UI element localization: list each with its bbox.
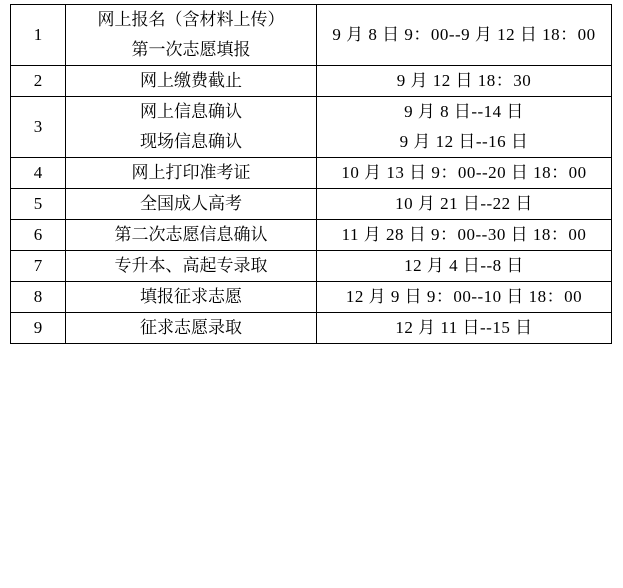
row-item-cell: [66, 313, 317, 344]
row-item-line: 全国成人高考: [140, 194, 242, 213]
row-index-cell: [11, 251, 66, 282]
row-item-cell: [66, 251, 317, 282]
schedule-table: [10, 4, 612, 344]
row-item-line: 网上信息确认: [140, 102, 242, 121]
row-item-cell: [66, 220, 317, 251]
row-item-cell: [66, 97, 317, 158]
row-item-cell: [66, 189, 317, 220]
table-row: [11, 251, 612, 282]
row-index-text: 7: [33, 256, 43, 275]
row-time-cell: [317, 313, 612, 344]
row-index-text: 9: [33, 318, 43, 337]
row-time-cell: [317, 66, 612, 97]
row-time-cell: [317, 282, 612, 313]
row-index-text: 2: [33, 71, 43, 90]
row-time-line: 9 月 8 日--14 日: [404, 102, 524, 121]
row-index-cell: [11, 313, 66, 344]
row-item-line: 网上打印准考证: [131, 163, 251, 182]
row-index-text: 1: [33, 25, 43, 44]
table-row: [11, 5, 612, 66]
row-time-line: 10 月 21 日--22 日: [395, 194, 533, 213]
row-index-cell: [11, 66, 66, 97]
row-index-text: 6: [33, 225, 43, 244]
row-item-line: 征求志愿录取: [140, 318, 242, 337]
row-time-cell: [317, 251, 612, 282]
row-index-text: 5: [33, 194, 43, 213]
row-item-cell: [66, 66, 317, 97]
row-time-line: 9 月 12 日 18：30: [396, 71, 532, 90]
row-time-line: 9 月 8 日 9：00--9 月 12 日 18：00: [332, 25, 596, 44]
row-time-line: 9 月 12 日--16 日: [399, 132, 529, 151]
row-item-line: 填报征求志愿: [140, 287, 242, 306]
row-item-line: 第一次志愿填报: [131, 40, 251, 59]
table-row: [11, 66, 612, 97]
table-row: [11, 313, 612, 344]
row-index-cell: [11, 5, 66, 66]
row-time-cell: [317, 158, 612, 189]
table-row: [11, 158, 612, 189]
row-index-cell: [11, 220, 66, 251]
row-item-cell: [66, 158, 317, 189]
row-time-cell: [317, 189, 612, 220]
row-item-line: 网上报名（含材料上传）: [97, 10, 285, 29]
row-item-cell: [66, 5, 317, 66]
row-index-text: 8: [33, 287, 43, 306]
row-index-cell: [11, 158, 66, 189]
row-index-cell: [11, 97, 66, 158]
row-item-line: 专升本、高起专录取: [114, 256, 268, 275]
row-time-cell: [317, 97, 612, 158]
table-row: [11, 97, 612, 158]
row-time-line: 10 月 13 日 9：00--20 日 18：00: [341, 163, 587, 182]
row-time-line: 12 月 9 日 9：00--10 日 18：00: [345, 287, 583, 306]
row-time-line: 12 月 4 日--8 日: [404, 256, 524, 275]
row-item-line: 网上缴费截止: [140, 71, 242, 90]
schedule-table-body: [11, 5, 612, 344]
row-index-cell: [11, 282, 66, 313]
row-index-text: 3: [33, 117, 43, 136]
row-item-line: 现场信息确认: [140, 132, 242, 151]
table-row: [11, 189, 612, 220]
row-index-cell: [11, 189, 66, 220]
table-row: [11, 282, 612, 313]
row-time-cell: [317, 5, 612, 66]
table-row: [11, 220, 612, 251]
row-time-line: 11 月 28 日 9：00--30 日 18：00: [341, 225, 587, 244]
row-time-cell: [317, 220, 612, 251]
row-time-line: 12 月 11 日--15 日: [395, 318, 533, 337]
row-item-cell: [66, 282, 317, 313]
row-index-text: 4: [33, 163, 43, 182]
row-item-line: 第二次志愿信息确认: [114, 225, 268, 244]
